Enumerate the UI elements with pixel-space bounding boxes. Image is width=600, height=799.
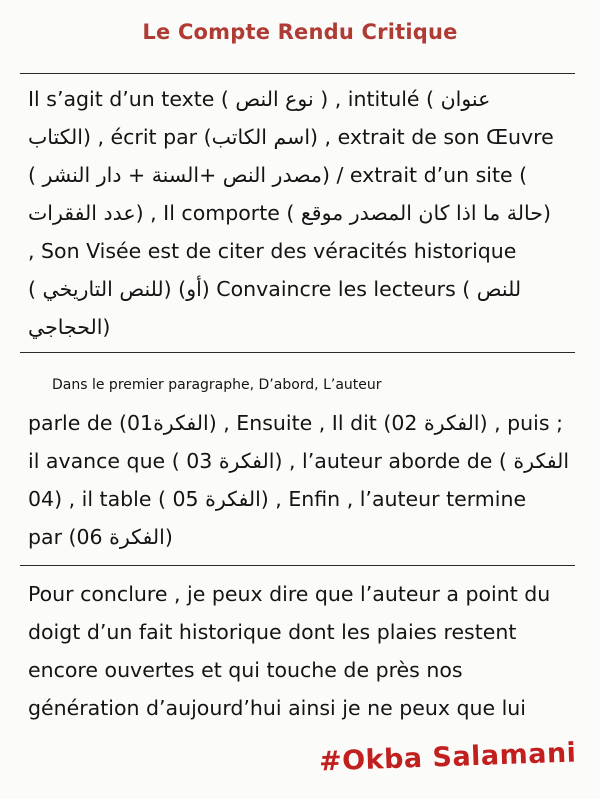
author-signature: #Okba Salamani [318, 737, 577, 778]
document-title: Le Compte Rendu Critique [142, 20, 458, 44]
text-line: ( للنص التاريخي) (أو) Convaincre les lecteurs ( للنص [28, 277, 522, 301]
text-line: parle de (الفكرة01) , Ensuite , Il dit (02 الفكرة) , puis ; [28, 411, 563, 435]
text-line: Dans le premier paragraphe, D’abord, L’auteur [52, 377, 382, 393]
text-line: par (06 الفكرة) [28, 525, 173, 549]
text-line: ( مصدر النص +السنة + دار النشر) / extrait d’un site ( [28, 163, 528, 187]
divider-bottom [20, 565, 575, 566]
text-line: il avance que ( 03 الفكرة) , l’auteur aborde de ( الفكرة [28, 449, 570, 473]
text-line: 04) , il table ( 05 الفكرة) , Enfin , l’auteur termine [28, 487, 527, 511]
divider-top [20, 73, 575, 74]
intro-paragraph [28, 80, 573, 346]
text-line: عدد الفقرات) , Il comporte ( حالة ما اذا كان المصدر موقع) [28, 201, 551, 225]
text-line: , Son Visée est de citer des véracités historique [28, 239, 517, 263]
text-line: Pour conclure , je peux dire que l’auteur a point du [28, 582, 551, 606]
text-line: Il s’agit d’un texte ( نوع النص ) , intitulé ( عنوان [28, 87, 491, 111]
text-line: doigt d’un fait historique dont les plaies restent [28, 620, 517, 644]
text-line: الحجاجي) [28, 315, 111, 339]
text-line: génération d’aujourd’hui ainsi je ne peux que lui [28, 696, 526, 720]
text-line: encore ouvertes et qui touche de près nos [28, 658, 463, 682]
development-paragraph [28, 366, 573, 556]
divider-middle [20, 352, 575, 353]
conclusion-paragraph [28, 575, 573, 727]
text-line: الكتاب) , écrit par (اسم الكاتب) , extrait de son Œuvre [28, 125, 554, 149]
